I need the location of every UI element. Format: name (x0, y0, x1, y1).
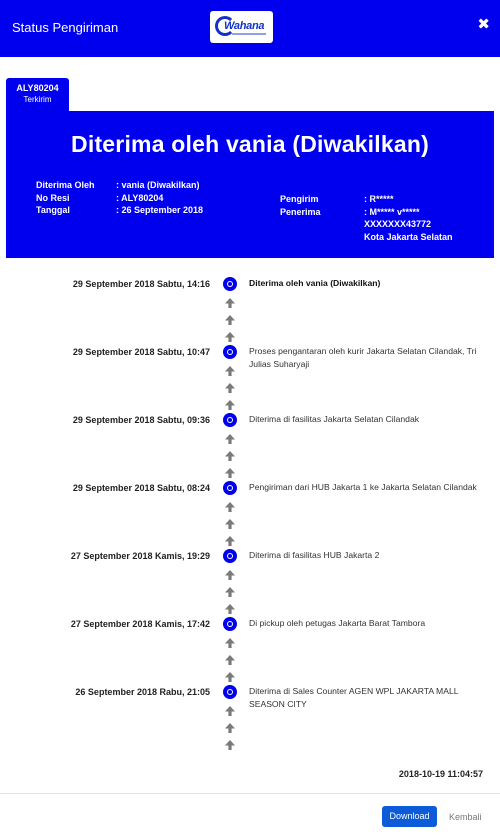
info-label: Penerima (280, 206, 321, 217)
timeline-connector (224, 297, 236, 348)
status-banner (6, 111, 494, 258)
info-row (36, 179, 203, 192)
arrow-up-icon (224, 671, 236, 683)
arrow-up-icon (224, 722, 236, 734)
tab-resi-status: Terkirim (23, 95, 52, 104)
arrow-up-icon (224, 314, 236, 326)
info-label: Diterima Oleh (36, 180, 95, 190)
info-value: : vania (Diwakilkan) (116, 180, 200, 190)
event-date: 29 September 2018 Sabtu, 09:36 (72, 415, 210, 425)
arrow-up-icon (224, 569, 236, 581)
info-label: Tanggal (36, 205, 70, 215)
event-description: Diterima oleh vania (Diwakilkan) (249, 278, 381, 288)
logo-text: Wahana (224, 20, 265, 32)
event-date: 29 September 2018 Sabtu, 08:24 (72, 483, 210, 493)
arrow-up-icon (224, 535, 236, 547)
tab-resi[interactable] (6, 78, 69, 112)
timeline-connector (224, 501, 236, 552)
arrow-up-icon (224, 297, 236, 309)
info-value: : ALY80204 (116, 192, 164, 203)
download-button[interactable]: Download (382, 806, 437, 827)
info-label: No Resi (36, 192, 70, 203)
arrow-up-icon (224, 518, 236, 530)
generated-timestamp: 2018-10-19 11:04:57 (398, 769, 483, 779)
arrow-up-icon (224, 603, 236, 615)
event-date: 29 September 2018 Sabtu, 14:16 (72, 279, 210, 289)
arrow-up-icon (224, 467, 236, 479)
info-row (36, 204, 203, 217)
event-date: 26 September 2018 Rabu, 21:05 (75, 687, 210, 697)
arrow-up-icon (224, 637, 236, 649)
arrow-up-icon (224, 501, 236, 513)
circle-dot-icon (223, 277, 237, 291)
sender-recipient-info (280, 193, 453, 243)
event-date: 27 September 2018 Kamis, 19:29 (70, 551, 210, 561)
info-value: Kota Jakarta Selatan (364, 231, 453, 242)
tab-resi-number: ALY80204 (16, 83, 59, 93)
event-description: Diterima di Sales Counter AGEN WPL JAKARTA MALL SEASON CITY (249, 686, 459, 709)
event-description: Di pickup oleh petugas Jakarta Barat Tambora (249, 618, 426, 628)
info-value: : M***** v***** (364, 206, 420, 217)
info-row (280, 193, 453, 206)
wahana-logo (210, 11, 273, 43)
modal-header (0, 0, 500, 57)
arrow-up-icon (224, 382, 236, 394)
delivery-headline: Diterima oleh vania (Diwakilkan) (71, 131, 429, 157)
event-date: 27 September 2018 Kamis, 17:42 (70, 619, 210, 629)
arrow-up-icon (224, 399, 236, 411)
info-label: Pengirim (280, 194, 319, 204)
timeline-connector (224, 637, 236, 688)
modal-title: Status Pengiriman (12, 20, 119, 35)
arrow-up-icon (224, 654, 236, 666)
event-date: 29 September 2018 Sabtu, 10:47 (72, 347, 210, 357)
arrow-up-icon (224, 433, 236, 445)
arrow-up-icon (224, 739, 236, 751)
info-label (280, 231, 364, 244)
info-row (36, 192, 203, 205)
info-row (280, 218, 453, 231)
timeline-connector (224, 433, 236, 484)
timeline-connector (224, 569, 236, 620)
arrow-up-icon (224, 705, 236, 717)
back-button[interactable]: Kembali (449, 812, 482, 822)
arrow-up-icon (224, 450, 236, 462)
footer-divider (0, 793, 500, 794)
timeline-connector (224, 705, 236, 756)
info-value: : 26 September 2018 (116, 205, 204, 215)
timeline-connector (224, 365, 236, 416)
event-description: Diterima di fasilitas Jakarta Selatan Cilandak (249, 414, 420, 424)
event-description: Pengiriman dari HUB Jakarta 1 ke Jakarta Selatan Cilandak (249, 482, 477, 492)
close-icon[interactable]: ✖ (477, 16, 490, 33)
event-description: Proses pengantaran oleh kurir Jakarta Selatan Cilandak, Tri Julias Suharyaji (249, 346, 477, 369)
info-row (280, 231, 453, 244)
info-value: : R***** (364, 194, 394, 204)
receiver-info (36, 179, 203, 217)
info-label (280, 218, 364, 231)
arrow-up-icon (224, 331, 236, 343)
info-row (280, 206, 453, 219)
arrow-up-icon (224, 586, 236, 598)
event-description: Diterima di fasilitas HUB Jakarta 2 (249, 550, 380, 560)
arrow-up-icon (224, 365, 236, 377)
logo-underline (232, 33, 266, 35)
info-value: XXXXXXX43772 (364, 219, 432, 229)
